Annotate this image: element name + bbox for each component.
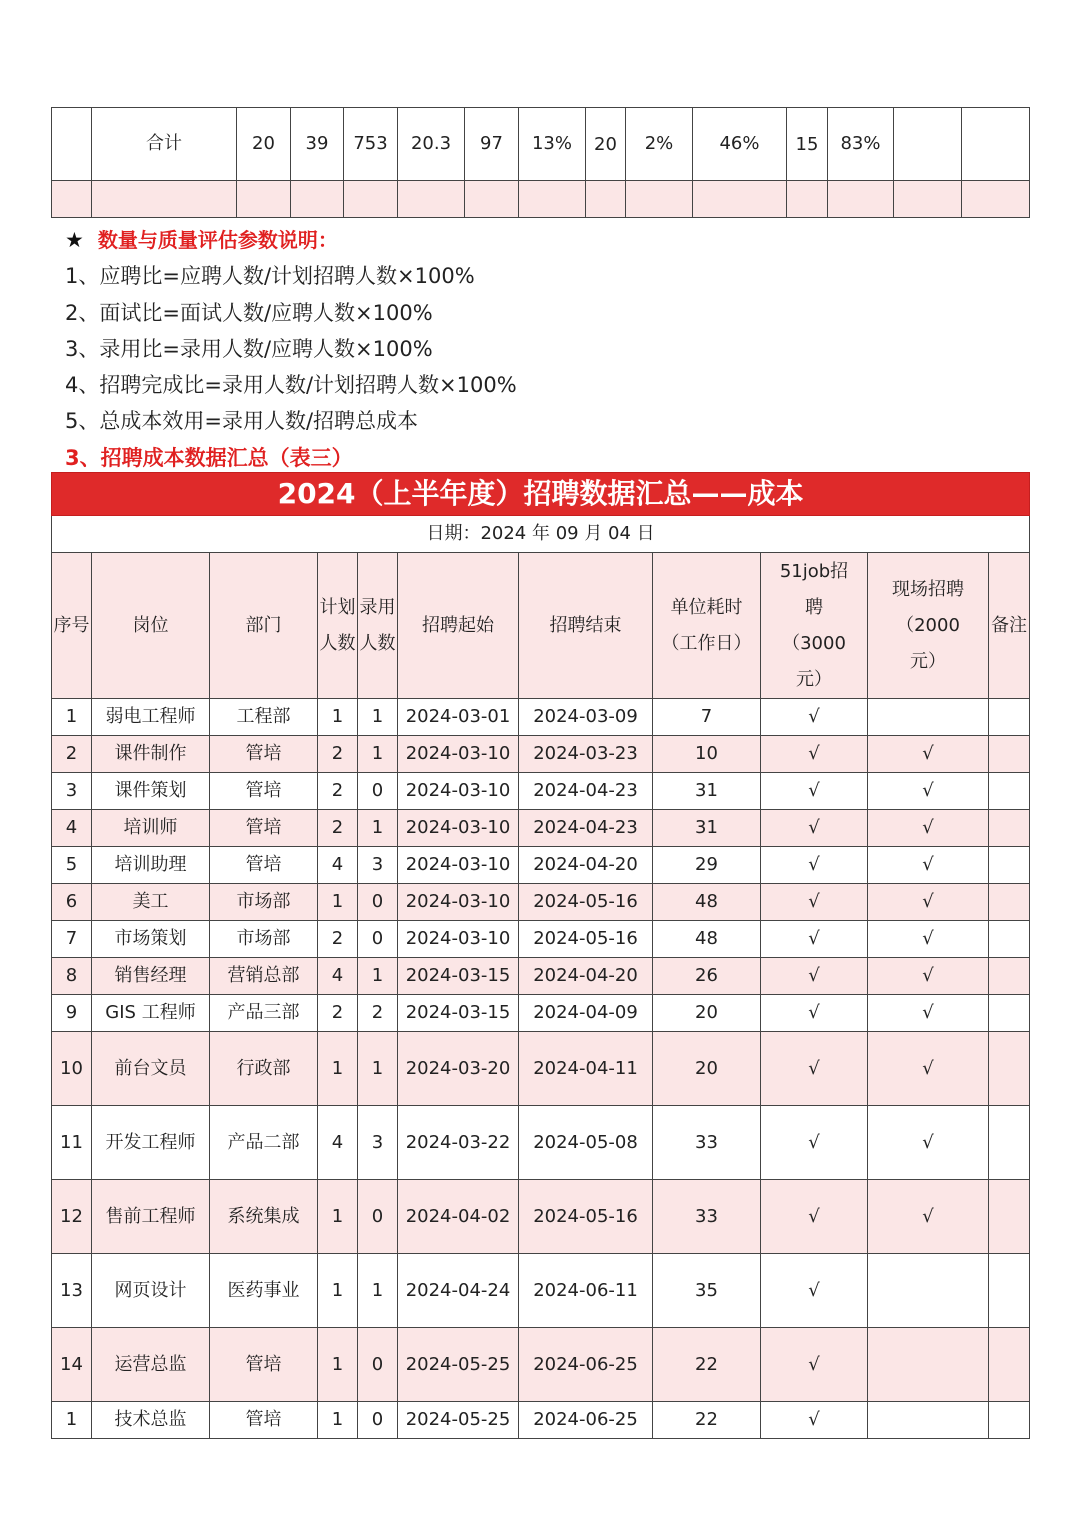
note-item: 4、招聘完成比=录用人数/计划招聘人数×100% bbox=[65, 373, 517, 398]
row-number: 10 bbox=[52, 1032, 92, 1106]
onsite-mark bbox=[868, 1328, 989, 1402]
job51-mark: √ bbox=[761, 847, 868, 884]
table-row bbox=[52, 1106, 1030, 1180]
remark bbox=[989, 1328, 1030, 1402]
start-date: 2024-05-25 bbox=[398, 1328, 519, 1402]
duration-days: 22 bbox=[653, 1328, 761, 1402]
planned-count: 1 bbox=[318, 1254, 358, 1328]
position: 市场策划 bbox=[92, 921, 210, 958]
department: 管培 bbox=[210, 736, 318, 773]
end-date: 2024-03-09 bbox=[519, 699, 653, 736]
row-number: 4 bbox=[52, 810, 92, 847]
department: 市场部 bbox=[210, 921, 318, 958]
hired-count: 1 bbox=[358, 699, 398, 736]
duration-days: 22 bbox=[653, 1402, 761, 1439]
position: 前台文员 bbox=[92, 1032, 210, 1106]
duration-days: 26 bbox=[653, 958, 761, 995]
col-header: 51job招聘（3000元） bbox=[761, 553, 868, 699]
hired-count: 0 bbox=[358, 884, 398, 921]
duration-days: 20 bbox=[653, 1032, 761, 1106]
onsite-mark: √ bbox=[868, 773, 989, 810]
start-date: 2024-03-15 bbox=[398, 995, 519, 1032]
start-date: 2024-03-15 bbox=[398, 958, 519, 995]
end-date: 2024-04-11 bbox=[519, 1032, 653, 1106]
start-date: 2024-03-10 bbox=[398, 884, 519, 921]
summary-cell bbox=[52, 108, 92, 181]
job51-mark: √ bbox=[761, 1180, 868, 1254]
end-date: 2024-06-25 bbox=[519, 1328, 653, 1402]
planned-count: 2 bbox=[318, 810, 358, 847]
col-header: 录用人数 bbox=[358, 553, 398, 699]
job51-mark: √ bbox=[761, 736, 868, 773]
position: 开发工程师 bbox=[92, 1106, 210, 1180]
planned-count: 4 bbox=[318, 958, 358, 995]
start-date: 2024-03-01 bbox=[398, 699, 519, 736]
row-number: 8 bbox=[52, 958, 92, 995]
end-date: 2024-04-20 bbox=[519, 847, 653, 884]
onsite-mark: √ bbox=[868, 884, 989, 921]
duration-days: 29 bbox=[653, 847, 761, 884]
department: 管培 bbox=[210, 1402, 318, 1439]
job51-mark: √ bbox=[761, 995, 868, 1032]
planned-count: 2 bbox=[318, 921, 358, 958]
col-header: 单位耗时（工作日） bbox=[653, 553, 761, 699]
date-row bbox=[52, 516, 1030, 553]
hired-count: 1 bbox=[358, 1032, 398, 1106]
remark bbox=[989, 1032, 1030, 1106]
hired-count: 0 bbox=[358, 1402, 398, 1439]
remark bbox=[989, 810, 1030, 847]
remark bbox=[989, 847, 1030, 884]
position: 培训助理 bbox=[92, 847, 210, 884]
table-row bbox=[52, 995, 1030, 1032]
col-header: 备注 bbox=[989, 553, 1030, 699]
notes-heading: 数量与质量评估参数说明： bbox=[97, 228, 338, 252]
start-date: 2024-03-10 bbox=[398, 847, 519, 884]
row-number: 11 bbox=[52, 1106, 92, 1180]
table-row bbox=[52, 699, 1030, 736]
row-number: 2 bbox=[52, 736, 92, 773]
note-item: 3、录用比=录用人数/应聘人数×100% bbox=[65, 336, 433, 361]
table-row bbox=[52, 958, 1030, 995]
remark bbox=[989, 1402, 1030, 1439]
row-number: 1 bbox=[52, 699, 92, 736]
position: 课件制作 bbox=[92, 736, 210, 773]
hired-count: 1 bbox=[358, 958, 398, 995]
planned-count: 1 bbox=[318, 699, 358, 736]
table-row bbox=[52, 884, 1030, 921]
position: 售前工程师 bbox=[92, 1180, 210, 1254]
col-header: 现场招聘（2000 元） bbox=[868, 553, 989, 699]
col-header: 岗位 bbox=[92, 553, 210, 699]
start-date: 2024-03-10 bbox=[398, 810, 519, 847]
summary-empty-row bbox=[52, 181, 1030, 218]
table-row bbox=[52, 1328, 1030, 1402]
notes-section bbox=[65, 222, 517, 476]
planned-count: 1 bbox=[318, 1402, 358, 1439]
planned-count: 2 bbox=[318, 736, 358, 773]
department: 管培 bbox=[210, 847, 318, 884]
end-date: 2024-06-11 bbox=[519, 1254, 653, 1328]
duration-days: 48 bbox=[653, 884, 761, 921]
hired-count: 3 bbox=[358, 1106, 398, 1180]
planned-count: 1 bbox=[318, 1328, 358, 1402]
summary-cell: 83% bbox=[828, 108, 894, 181]
remark bbox=[989, 1254, 1030, 1328]
table-row bbox=[52, 921, 1030, 958]
row-number: 9 bbox=[52, 995, 92, 1032]
department: 行政部 bbox=[210, 1032, 318, 1106]
department: 营销总部 bbox=[210, 958, 318, 995]
start-date: 2024-03-10 bbox=[398, 736, 519, 773]
remark bbox=[989, 921, 1030, 958]
onsite-mark bbox=[868, 1254, 989, 1328]
row-number: 12 bbox=[52, 1180, 92, 1254]
start-date: 2024-04-02 bbox=[398, 1180, 519, 1254]
department: 管培 bbox=[210, 810, 318, 847]
table-row bbox=[52, 773, 1030, 810]
table-title: 2024（上半年度）招聘数据汇总——成本 bbox=[52, 473, 1030, 516]
onsite-mark: √ bbox=[868, 921, 989, 958]
summary-total-row bbox=[52, 108, 1030, 181]
onsite-mark: √ bbox=[868, 810, 989, 847]
job51-mark: √ bbox=[761, 1106, 868, 1180]
duration-days: 33 bbox=[653, 1106, 761, 1180]
table-row bbox=[52, 1180, 1030, 1254]
section-title: 3、招聘成本数据汇总（表三） bbox=[65, 445, 353, 470]
duration-days: 10 bbox=[653, 736, 761, 773]
end-date: 2024-04-20 bbox=[519, 958, 653, 995]
table-row bbox=[52, 810, 1030, 847]
hired-count: 0 bbox=[358, 1180, 398, 1254]
onsite-mark: √ bbox=[868, 1032, 989, 1106]
star-icon: ★ bbox=[65, 228, 84, 252]
onsite-mark: √ bbox=[868, 1106, 989, 1180]
remark bbox=[989, 1106, 1030, 1180]
planned-count: 1 bbox=[318, 884, 358, 921]
department: 工程部 bbox=[210, 699, 318, 736]
job51-mark: √ bbox=[761, 1328, 868, 1402]
job51-mark: √ bbox=[761, 810, 868, 847]
hired-count: 0 bbox=[358, 921, 398, 958]
remark bbox=[989, 1180, 1030, 1254]
table-row bbox=[52, 1402, 1030, 1439]
job51-mark: √ bbox=[761, 958, 868, 995]
end-date: 2024-04-09 bbox=[519, 995, 653, 1032]
job51-mark: √ bbox=[761, 884, 868, 921]
position: GIS 工程师 bbox=[92, 995, 210, 1032]
department: 医药事业 bbox=[210, 1254, 318, 1328]
planned-count: 1 bbox=[318, 1032, 358, 1106]
remark bbox=[989, 736, 1030, 773]
end-date: 2024-03-23 bbox=[519, 736, 653, 773]
row-number: 1 bbox=[52, 1402, 92, 1439]
position: 弱电工程师 bbox=[92, 699, 210, 736]
summary-cell: 20.3 bbox=[398, 108, 465, 181]
summary-cell: 20 bbox=[237, 108, 291, 181]
remark bbox=[989, 884, 1030, 921]
department: 市场部 bbox=[210, 884, 318, 921]
planned-count: 2 bbox=[318, 995, 358, 1032]
start-date: 2024-03-10 bbox=[398, 773, 519, 810]
onsite-mark: √ bbox=[868, 995, 989, 1032]
onsite-mark bbox=[868, 699, 989, 736]
duration-days: 33 bbox=[653, 1180, 761, 1254]
job51-mark: √ bbox=[761, 1254, 868, 1328]
notes-heading-line bbox=[65, 222, 517, 258]
end-date: 2024-04-23 bbox=[519, 773, 653, 810]
cost-table bbox=[51, 472, 1030, 1439]
end-date: 2024-05-08 bbox=[519, 1106, 653, 1180]
row-number: 5 bbox=[52, 847, 92, 884]
hired-count: 0 bbox=[358, 1328, 398, 1402]
summary-label: 合计 bbox=[92, 108, 237, 181]
summary-table bbox=[51, 107, 1030, 218]
table-date: 日期：2024 年 09 月 04 日 bbox=[52, 516, 1030, 553]
summary-cell: 15 bbox=[787, 108, 828, 181]
row-number: 13 bbox=[52, 1254, 92, 1328]
remark bbox=[989, 699, 1030, 736]
hired-count: 0 bbox=[358, 773, 398, 810]
row-number: 3 bbox=[52, 773, 92, 810]
planned-count: 1 bbox=[318, 1180, 358, 1254]
start-date: 2024-03-22 bbox=[398, 1106, 519, 1180]
summary-cell: 20 bbox=[586, 108, 626, 181]
hired-count: 1 bbox=[358, 1254, 398, 1328]
start-date: 2024-04-24 bbox=[398, 1254, 519, 1328]
remark bbox=[989, 995, 1030, 1032]
position: 网页设计 bbox=[92, 1254, 210, 1328]
row-number: 7 bbox=[52, 921, 92, 958]
summary-cell: 97 bbox=[465, 108, 519, 181]
end-date: 2024-04-23 bbox=[519, 810, 653, 847]
hired-count: 3 bbox=[358, 847, 398, 884]
duration-days: 31 bbox=[653, 773, 761, 810]
col-header: 计划人数 bbox=[318, 553, 358, 699]
start-date: 2024-03-10 bbox=[398, 921, 519, 958]
header-row bbox=[52, 553, 1030, 699]
job51-mark: √ bbox=[761, 921, 868, 958]
onsite-mark: √ bbox=[868, 847, 989, 884]
note-item: 5、总成本效用=录用人数/招聘总成本 bbox=[65, 409, 419, 434]
end-date: 2024-06-25 bbox=[519, 1402, 653, 1439]
position: 美工 bbox=[92, 884, 210, 921]
col-header: 序号 bbox=[52, 553, 92, 699]
job51-mark: √ bbox=[761, 699, 868, 736]
summary-cell: 46% bbox=[693, 108, 787, 181]
position: 运营总监 bbox=[92, 1328, 210, 1402]
table-row bbox=[52, 736, 1030, 773]
onsite-mark: √ bbox=[868, 1180, 989, 1254]
summary-cell: 2% bbox=[626, 108, 693, 181]
end-date: 2024-05-16 bbox=[519, 1180, 653, 1254]
end-date: 2024-05-16 bbox=[519, 884, 653, 921]
summary-cell: 753 bbox=[344, 108, 398, 181]
planned-count: 4 bbox=[318, 1106, 358, 1180]
col-header: 招聘起始 bbox=[398, 553, 519, 699]
planned-count: 2 bbox=[318, 773, 358, 810]
position: 技术总监 bbox=[92, 1402, 210, 1439]
table-title-row bbox=[52, 473, 1030, 516]
note-item: 1、应聘比=应聘人数/计划招聘人数×100% bbox=[65, 264, 475, 289]
department: 管培 bbox=[210, 773, 318, 810]
duration-days: 20 bbox=[653, 995, 761, 1032]
hired-count: 1 bbox=[358, 736, 398, 773]
job51-mark: √ bbox=[761, 773, 868, 810]
note-item: 2、面试比=面试人数/应聘人数×100% bbox=[65, 300, 433, 325]
table-row bbox=[52, 1254, 1030, 1328]
col-header: 部门 bbox=[210, 553, 318, 699]
duration-days: 31 bbox=[653, 810, 761, 847]
department: 系统集成 bbox=[210, 1180, 318, 1254]
duration-days: 7 bbox=[653, 699, 761, 736]
department: 产品三部 bbox=[210, 995, 318, 1032]
summary-cell: 39 bbox=[291, 108, 344, 181]
summary-cell: 13% bbox=[519, 108, 586, 181]
remark bbox=[989, 958, 1030, 995]
start-date: 2024-05-25 bbox=[398, 1402, 519, 1439]
cost-table-body bbox=[52, 699, 1030, 1439]
row-number: 6 bbox=[52, 884, 92, 921]
job51-mark: √ bbox=[761, 1032, 868, 1106]
onsite-mark: √ bbox=[868, 736, 989, 773]
start-date: 2024-03-20 bbox=[398, 1032, 519, 1106]
hired-count: 1 bbox=[358, 810, 398, 847]
job51-mark: √ bbox=[761, 1402, 868, 1439]
col-header: 招聘结束 bbox=[519, 553, 653, 699]
summary-cell bbox=[962, 108, 1030, 181]
end-date: 2024-05-16 bbox=[519, 921, 653, 958]
duration-days: 35 bbox=[653, 1254, 761, 1328]
remark bbox=[989, 773, 1030, 810]
planned-count: 4 bbox=[318, 847, 358, 884]
summary-cell bbox=[894, 108, 962, 181]
position: 销售经理 bbox=[92, 958, 210, 995]
table-row bbox=[52, 847, 1030, 884]
position: 课件策划 bbox=[92, 773, 210, 810]
table-row bbox=[52, 1032, 1030, 1106]
onsite-mark: √ bbox=[868, 958, 989, 995]
onsite-mark bbox=[868, 1402, 989, 1439]
department: 管培 bbox=[210, 1328, 318, 1402]
department: 产品二部 bbox=[210, 1106, 318, 1180]
row-number: 14 bbox=[52, 1328, 92, 1402]
duration-days: 48 bbox=[653, 921, 761, 958]
position: 培训师 bbox=[92, 810, 210, 847]
hired-count: 2 bbox=[358, 995, 398, 1032]
